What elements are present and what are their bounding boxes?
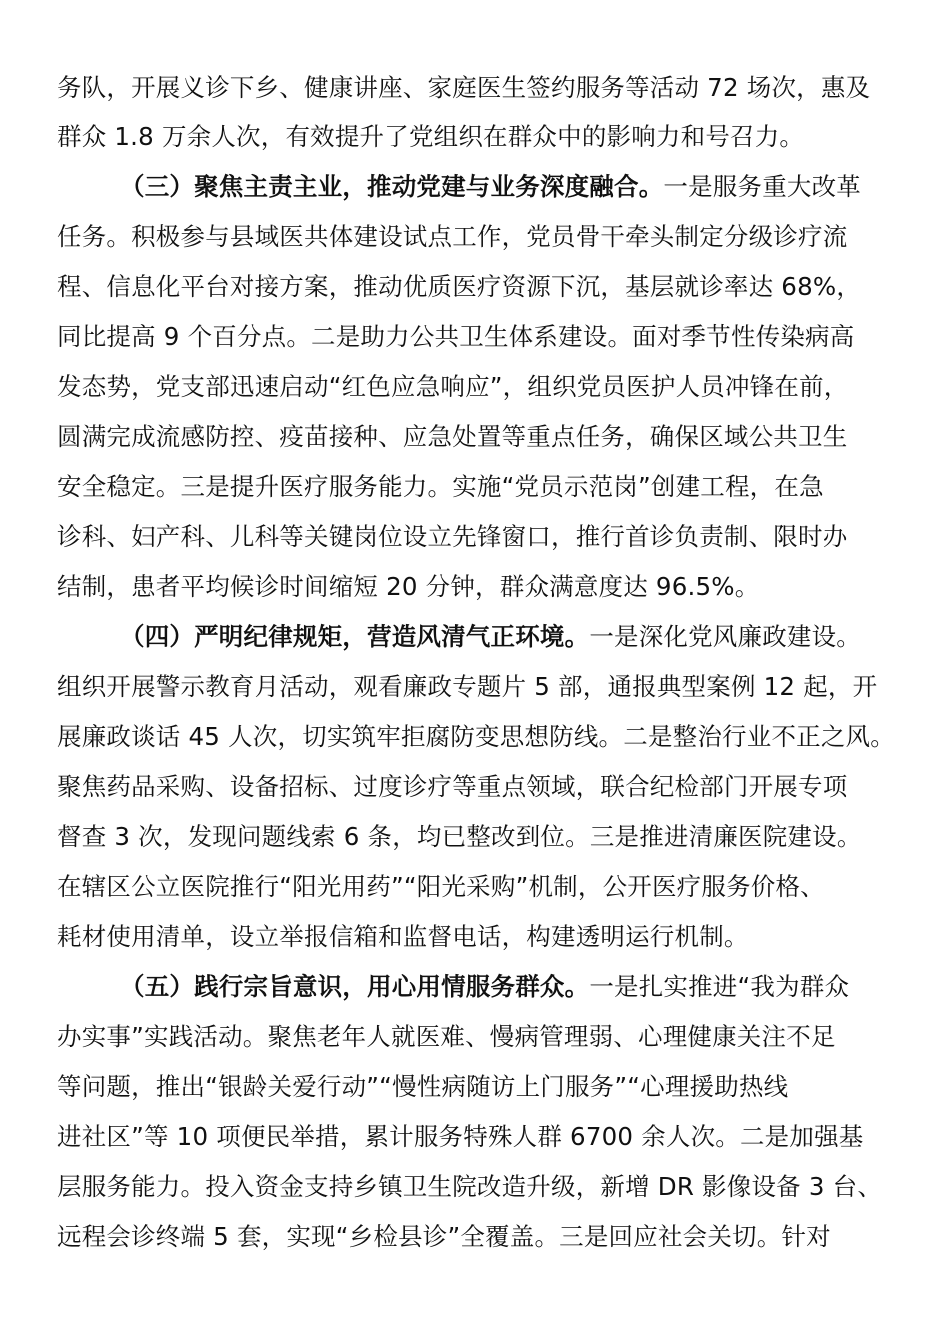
line-text: 一是服务重大改革 bbox=[663, 172, 862, 201]
body-line bbox=[57, 267, 861, 307]
body-line bbox=[57, 317, 854, 357]
body-line bbox=[57, 467, 824, 507]
section-heading-4: （四）严明纪律规矩，营造风清气正环境。 bbox=[120, 622, 590, 651]
body-line bbox=[57, 1067, 788, 1107]
line-text: 远程会诊终端 5 套，实现“乡检县诊”全覆盖。三是回应社会关切。针对 bbox=[57, 1222, 831, 1251]
body-line bbox=[57, 1117, 863, 1157]
line-text: 结制，患者平均候诊时间缩短 20 分钟，群众满意度达 96.5%。 bbox=[57, 572, 760, 601]
body-line bbox=[57, 117, 804, 157]
line-text: 组织开展警示教育月活动，观看廉政专题片 5 部，通报典型案例 12 起，开 bbox=[57, 672, 878, 701]
line-text: 群众 1.8 万余人次，有效提升了党组织在群众中的影响力和号召力。 bbox=[57, 122, 805, 151]
body-line bbox=[57, 1217, 831, 1257]
line-text: 在辖区公立医院推行“阳光用药”“阳光采购”机制，公开医疗服务价格、 bbox=[57, 872, 825, 901]
section-heading-3: （三）聚焦主责主业，推动党建与业务深度融合。 bbox=[120, 172, 664, 201]
line-text: 安全稳定。三是提升医疗服务能力。实施“党员示范岗”创建工程，在急 bbox=[57, 472, 824, 501]
body-line bbox=[57, 217, 847, 257]
line-text: 督查 3 次，发现问题线索 6 条，均已整改到位。三是推进清廉医院建设。 bbox=[57, 822, 862, 851]
line-text: 聚焦药品采购、设备招标、过度诊疗等重点领域，联合纪检部门开展专项 bbox=[57, 772, 848, 801]
body-line bbox=[57, 68, 870, 108]
body-line bbox=[57, 867, 825, 907]
body-line bbox=[57, 1017, 836, 1057]
section-heading-line-3 bbox=[120, 167, 861, 207]
line-text: 同比提高 9 个百分点。二是助力公共卫生体系建设。面对季节性传染病高 bbox=[57, 322, 855, 351]
line-text: 办实事”实践活动。聚焦老年人就医难、慢病管理弱、心理健康关注不足 bbox=[57, 1022, 836, 1051]
body-line bbox=[57, 717, 895, 757]
line-text: 耗材使用清单，设立举报信箱和监督电话，构建透明运行机制。 bbox=[57, 922, 749, 951]
body-line bbox=[57, 817, 862, 857]
section-heading-line-4 bbox=[120, 617, 861, 657]
body-line bbox=[57, 1167, 882, 1207]
line-text: 务队，开展义诊下乡、健康讲座、家庭医生签约服务等活动 72 场次，惠及 bbox=[57, 73, 871, 102]
line-text: 任务。积极参与县域医共体建设试点工作，党员骨干牵头制定分级诊疗流 bbox=[57, 222, 848, 251]
line-text: 程、信息化平台对接方案，推动优质医疗资源下沉，基层就诊率达 68%， bbox=[57, 272, 862, 301]
body-line bbox=[57, 767, 847, 807]
line-text: 圆满完成流感防控、疫苗接种、应急处置等重点任务，确保区域公共卫生 bbox=[57, 422, 848, 451]
line-text: 诊科、妇产科、儿科等关键岗位设立先锋窗口，推行首诊负责制、限时办 bbox=[57, 522, 848, 551]
body-line bbox=[57, 417, 847, 457]
line-text: 一是扎实推进“我为群众 bbox=[589, 972, 850, 1001]
section-heading-5: （五）践行宗旨意识，用心用情服务群众。 bbox=[120, 972, 590, 1001]
section-heading-line-5 bbox=[120, 967, 849, 1007]
line-text: 进社区”等 10 项便民举措，累计服务特殊人群 6700 余人次。二是加强基 bbox=[57, 1122, 864, 1151]
line-text: 等问题，推出“银龄关爱行动”“慢性病随访上门服务”“心理援助热线 bbox=[57, 1072, 789, 1101]
body-line bbox=[57, 367, 848, 407]
line-text: 发态势，党支部迅速启动“红色应急响应”，组织党员医护人员冲锋在前， bbox=[57, 372, 849, 401]
body-line bbox=[57, 567, 759, 607]
body-line bbox=[57, 517, 847, 557]
line-text: 展廉政谈话 45 人次，切实筑牢拒腐防变思想防线。二是整治行业不正之风。 bbox=[57, 722, 895, 751]
line-text: 层服务能力。投入资金支持乡镇卫生院改造升级，新增 DR 影像设备 3 台、 bbox=[57, 1172, 883, 1201]
body-line bbox=[57, 917, 749, 957]
line-text: 一是深化党风廉政建设。 bbox=[589, 622, 862, 651]
body-line bbox=[57, 667, 877, 707]
